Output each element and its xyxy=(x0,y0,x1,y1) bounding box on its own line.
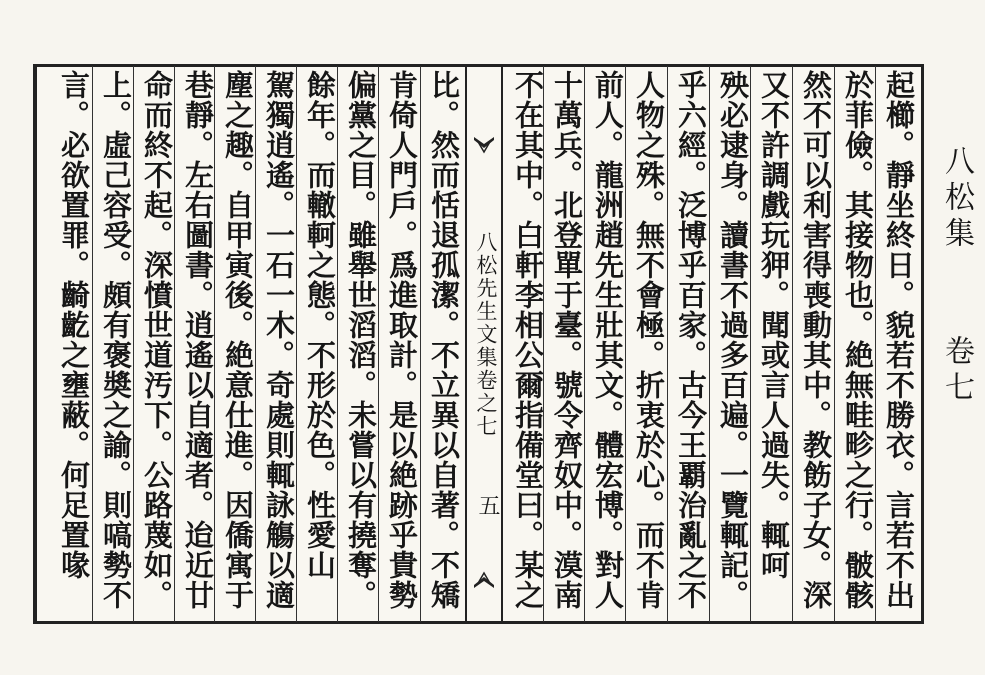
text-column-l6: 塵之趣。自甲寅後。絶意仕進。因僑寓于 xyxy=(221,70,255,610)
text-column-l7: 巷靜。左右圖書。逍遙以自適者。迨近廿 xyxy=(181,70,215,610)
text-column-r6: 乎六經。泛博乎百家。古今王覇治亂之不 xyxy=(674,70,708,610)
column-rule xyxy=(667,66,668,622)
column-rule xyxy=(92,66,93,622)
center-fold-column xyxy=(465,66,503,622)
text-column-l4: 餘年。而轍軻之態。不形於色。性愛山 xyxy=(303,70,337,580)
text-column-r5: 殃必逮身。讀書不過多百遍。一覽輒記。 xyxy=(716,70,750,610)
column-rule xyxy=(420,66,421,622)
text-column-l2: 肯倚人門戶。爲進取計。是以絶跡乎貴勢 xyxy=(385,70,419,610)
text-column-r10: 不在其中。白軒李相公爾指備堂曰。某之 xyxy=(511,70,545,610)
column-rule xyxy=(792,66,793,622)
text-column-r3: 然不可以利害得喪動其中。教飭子女。深 xyxy=(799,70,833,610)
column-rule xyxy=(584,66,585,622)
column-rule xyxy=(709,66,710,622)
column-rule xyxy=(875,66,876,622)
text-column-l10: 言。必欲置罪。齮齕之壅蔽。何足置喙 xyxy=(57,70,91,580)
fishtail-mark-icon xyxy=(473,136,495,154)
center-book-title: 八松先生文集卷之七 xyxy=(474,231,498,438)
column-rule xyxy=(543,66,544,622)
fishtail-mark-icon xyxy=(473,571,495,589)
column-rule xyxy=(255,66,256,622)
text-column-r9: 十萬兵。北登單于臺。號令齊奴中。漠南 xyxy=(550,70,584,610)
column-rule xyxy=(834,66,835,622)
text-column-l8: 命而終不起。深憤世道汚下。公路蔑如。 xyxy=(140,70,174,610)
column-rule xyxy=(378,66,379,622)
column-rule xyxy=(625,66,626,622)
text-column-r8: 前人。龍洲趙先生壯其文。體宏博。對人 xyxy=(591,70,625,610)
column-rule xyxy=(214,66,215,622)
column-rule xyxy=(133,66,134,622)
column-rule xyxy=(750,66,751,622)
text-column-r7: 人物之殊。無不會極。折衷於心。而不肯 xyxy=(632,70,666,610)
column-rule xyxy=(174,66,175,622)
column-rule xyxy=(337,66,338,622)
text-column-r2: 於菲儉。其接物也。絶無畦畛之行。骳骸 xyxy=(841,70,875,610)
text-column-l3: 偏黨之目。雖舉世滔滔。未嘗以有撓奪。 xyxy=(344,70,378,610)
text-column-l5: 駕獨逍遙。一石一木。奇處則輒詠觴以適 xyxy=(262,70,296,610)
margin-book-title: 八松集 卷七 xyxy=(939,145,974,407)
column-rule xyxy=(296,66,297,622)
text-column-l9: 上。虛己容受。頗有褒奬之諭。則嗃勢不 xyxy=(99,70,133,610)
text-column-r1: 起櫛。靜坐終日。貌若不勝衣。言若不出 xyxy=(882,70,916,610)
text-column-l1: 比。然而恬退孤潔。不立異以自著。不矯 xyxy=(427,70,461,610)
text-column-r4: 又不許調戲玩狎。聞或言人過失。輒呵 xyxy=(757,70,791,580)
page-number: 五 xyxy=(475,494,500,516)
